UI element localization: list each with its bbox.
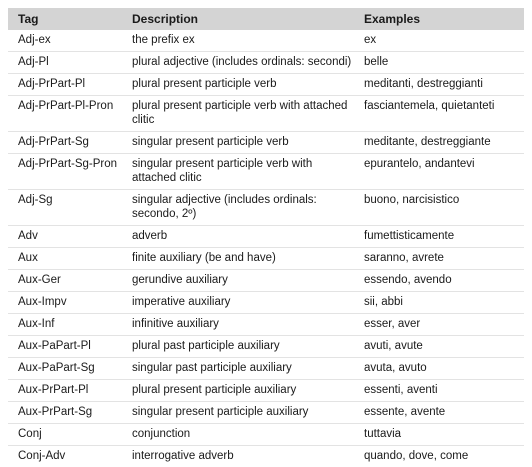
table-row [8, 226, 524, 248]
cell-tag: Conj [8, 424, 132, 446]
cell-examples: meditanti, destreggianti [364, 74, 524, 96]
cell-tag: Adj-PrPart-Pl-Pron [8, 96, 132, 132]
cell-description: imperative auxiliary [132, 292, 364, 314]
table-row [8, 96, 524, 132]
cell-examples: ex [364, 30, 524, 52]
table-row [8, 270, 524, 292]
cell-examples: tuttavia [364, 424, 524, 446]
cell-description: the prefix ex [132, 30, 364, 52]
cell-description: singular present participle auxiliary [132, 402, 364, 424]
cell-tag: Adj-PrPart-Pl [8, 74, 132, 96]
cell-tag: Adj-PrPart-Sg-Pron [8, 154, 132, 190]
cell-examples: avuta, avuto [364, 358, 524, 380]
table-row [8, 380, 524, 402]
table-row [8, 402, 524, 424]
table-body [8, 30, 524, 467]
cell-description: infinitive auxiliary [132, 314, 364, 336]
table-row [8, 52, 524, 74]
cell-examples: meditante, destreggiante [364, 132, 524, 154]
cell-examples: saranno, avrete [364, 248, 524, 270]
table-row [8, 154, 524, 190]
cell-tag: Adj-Pl [8, 52, 132, 74]
cell-tag: Conj-Adv [8, 446, 132, 467]
cell-description: plural present participle verb [132, 74, 364, 96]
cell-description: singular present participle verb with attached clitic [132, 154, 364, 190]
header-tag: Tag [8, 8, 132, 30]
table-row [8, 358, 524, 380]
cell-description: gerundive auxiliary [132, 270, 364, 292]
table-row [8, 292, 524, 314]
cell-tag: Aux-PaPart-Pl [8, 336, 132, 358]
cell-tag: Aux-Ger [8, 270, 132, 292]
cell-description: singular past participle auxiliary [132, 358, 364, 380]
cell-description: singular adjective (includes ordinals: secondo, 2º) [132, 190, 364, 226]
cell-examples: quando, dove, come [364, 446, 524, 467]
header-examples: Examples [364, 8, 524, 30]
cell-tag: Aux-Inf [8, 314, 132, 336]
cell-examples: essenti, aventi [364, 380, 524, 402]
table-row [8, 248, 524, 270]
cell-examples: essente, avente [364, 402, 524, 424]
header-row [8, 8, 524, 30]
cell-tag: Aux-Impv [8, 292, 132, 314]
cell-description: plural past participle auxiliary [132, 336, 364, 358]
table-row [8, 30, 524, 52]
cell-description: interrogative adverb [132, 446, 364, 467]
cell-description: adverb [132, 226, 364, 248]
table-row [8, 190, 524, 226]
cell-examples: fumettisticamente [364, 226, 524, 248]
cell-examples: belle [364, 52, 524, 74]
cell-tag: Aux-PrPart-Sg [8, 402, 132, 424]
cell-examples: avuti, avute [364, 336, 524, 358]
cell-description: finite auxiliary (be and have) [132, 248, 364, 270]
table-header [8, 8, 524, 30]
cell-description: conjunction [132, 424, 364, 446]
cell-examples: epurantelo, andantevi [364, 154, 524, 190]
cell-tag: Aux-PaPart-Sg [8, 358, 132, 380]
cell-tag: Adj-Sg [8, 190, 132, 226]
cell-tag: Aux [8, 248, 132, 270]
cell-tag: Adj-ex [8, 30, 132, 52]
cell-description: plural present participle auxiliary [132, 380, 364, 402]
header-description: Description [132, 8, 364, 30]
cell-examples: fasciantemela, quietanteti [364, 96, 524, 132]
table-row [8, 74, 524, 96]
cell-examples: esser, aver [364, 314, 524, 336]
cell-examples: buono, narcisistico [364, 190, 524, 226]
cell-tag: Adj-PrPart-Sg [8, 132, 132, 154]
cell-description: singular present participle verb [132, 132, 364, 154]
cell-tag: Adv [8, 226, 132, 248]
tag-table [8, 8, 524, 467]
cell-description: plural adjective (includes ordinals: secondi) [132, 52, 364, 74]
table-row [8, 314, 524, 336]
cell-examples: essendo, avendo [364, 270, 524, 292]
cell-description: plural present participle verb with attached clitic [132, 96, 364, 132]
cell-examples: sii, abbi [364, 292, 524, 314]
cell-tag: Aux-PrPart-Pl [8, 380, 132, 402]
table-row [8, 336, 524, 358]
table-row [8, 446, 524, 467]
table-row [8, 424, 524, 446]
table-row [8, 132, 524, 154]
